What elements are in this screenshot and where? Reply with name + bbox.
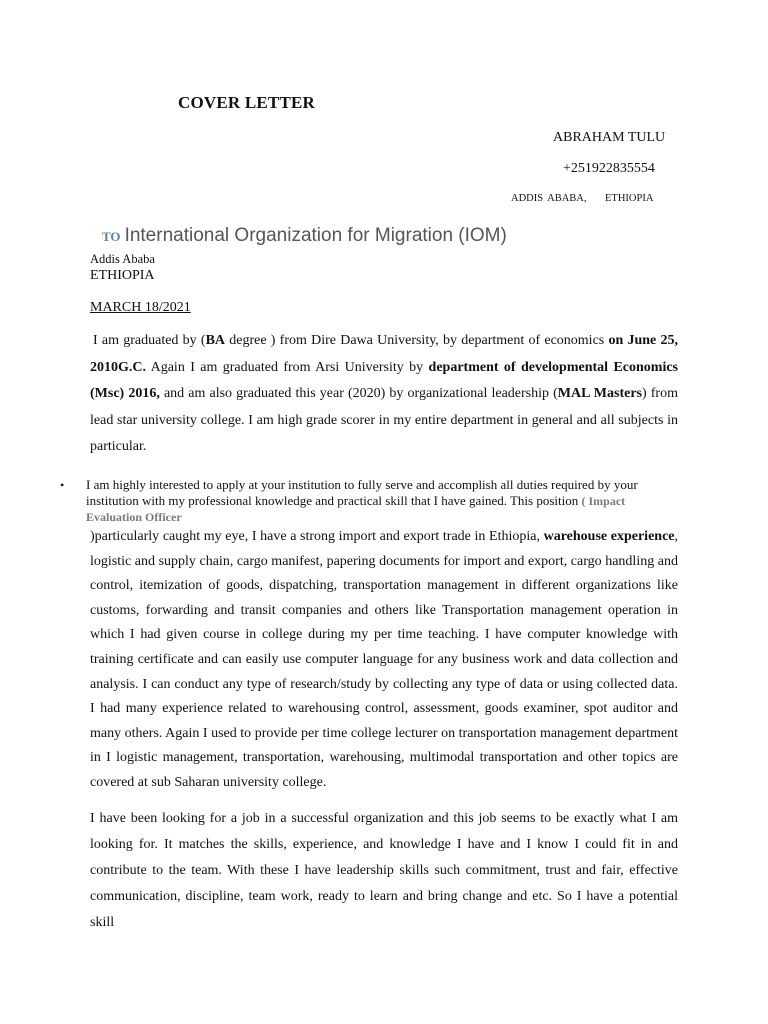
sender-phone: +251922835554	[563, 161, 655, 176]
position-title: ( Impact Evaluation Officer	[86, 494, 626, 524]
p1-bold-2: on June 25, 2010G.C.	[90, 333, 679, 375]
paragraph-experience	[90, 525, 678, 796]
bullet-text	[86, 477, 678, 525]
p2-text-2: , logistic and supply chain, cargo manifest, papering documents for import and export, cargo handling and control, itemization of goods, dispatching, transportation management in different organizations like customs, forwarding and transit companies and others like Transportation management operation in which I had given course in college during my per time teaching. I have computer knowledge with training certificate and can easily use computer language for any business work and data collection and analysis. I can conduct any type of research/study by collecting any type of data or using collected data. I had many experience related to warehousing control, assessment, goods examiner, spot auditor and many others. Again I used to provide per time college lecturer on transportation management department in I logistic management, transportation, warehousing, multimodal transportation and other topics are covered at sub Saharan university college.	[90, 529, 678, 790]
p1-bold-1: BA	[205, 333, 226, 348]
p1-text-3: Again I am graduated from Arsi University by	[146, 359, 429, 375]
to-label: TO	[102, 229, 121, 244]
letter-date: MARCH 18/2021	[90, 300, 191, 315]
paragraph-education	[90, 328, 678, 461]
sender-location: ADDIS ABABA, ETHIOPIA	[511, 193, 654, 204]
recipient-line	[102, 225, 507, 247]
p1-text-4: and am also graduated this year (2020) by organizational leadership (	[159, 386, 558, 401]
p1-bold-4: MAL Masters	[557, 386, 642, 401]
recipient-city: Addis Ababa	[90, 252, 155, 266]
sender-name: ABRAHAM TULU	[553, 130, 666, 145]
bullet-icon: •	[60, 478, 65, 492]
p1-text-5: ) from lead star university college. I am high grade scorer in my entire department in general and all subjects in particular.	[90, 386, 678, 454]
document-title: COVER LETTER	[178, 93, 316, 112]
paragraph-motivation: I have been looking for a job in a successful organization and this job seems to be exactly what I am looking for. It matches the skills, experience, and knowledge I have and I know I could fit in and contribute to the team. With these I have leadership skills such commitment, trust and fair, effective communication, discipline, team work, ready to learn and bring change and etc. So I have a potential skill	[90, 811, 678, 930]
p1-bold-3: department of developmental Economics (Msc) 2016,	[90, 359, 678, 401]
recipient-country: ETHIOPIA	[90, 268, 155, 283]
p2-bold-1: warehouse experience	[543, 529, 675, 544]
bullet-body: I am highly interested to apply at your institution to fully serve and accomplish all duties required by your institution with my professional knowledge and practical skill that I have gained. This position	[86, 477, 638, 508]
recipient-organization: International Organization for Migration (IOM)	[124, 225, 507, 246]
p1-text-2: degree ) from Dire Dawa University, by department of economics	[225, 333, 609, 348]
p2-text-1: )particularly caught my eye, I have a strong import and export trade in Ethiopia,	[90, 529, 544, 544]
p1-text-1: I am graduated by (	[93, 333, 206, 348]
